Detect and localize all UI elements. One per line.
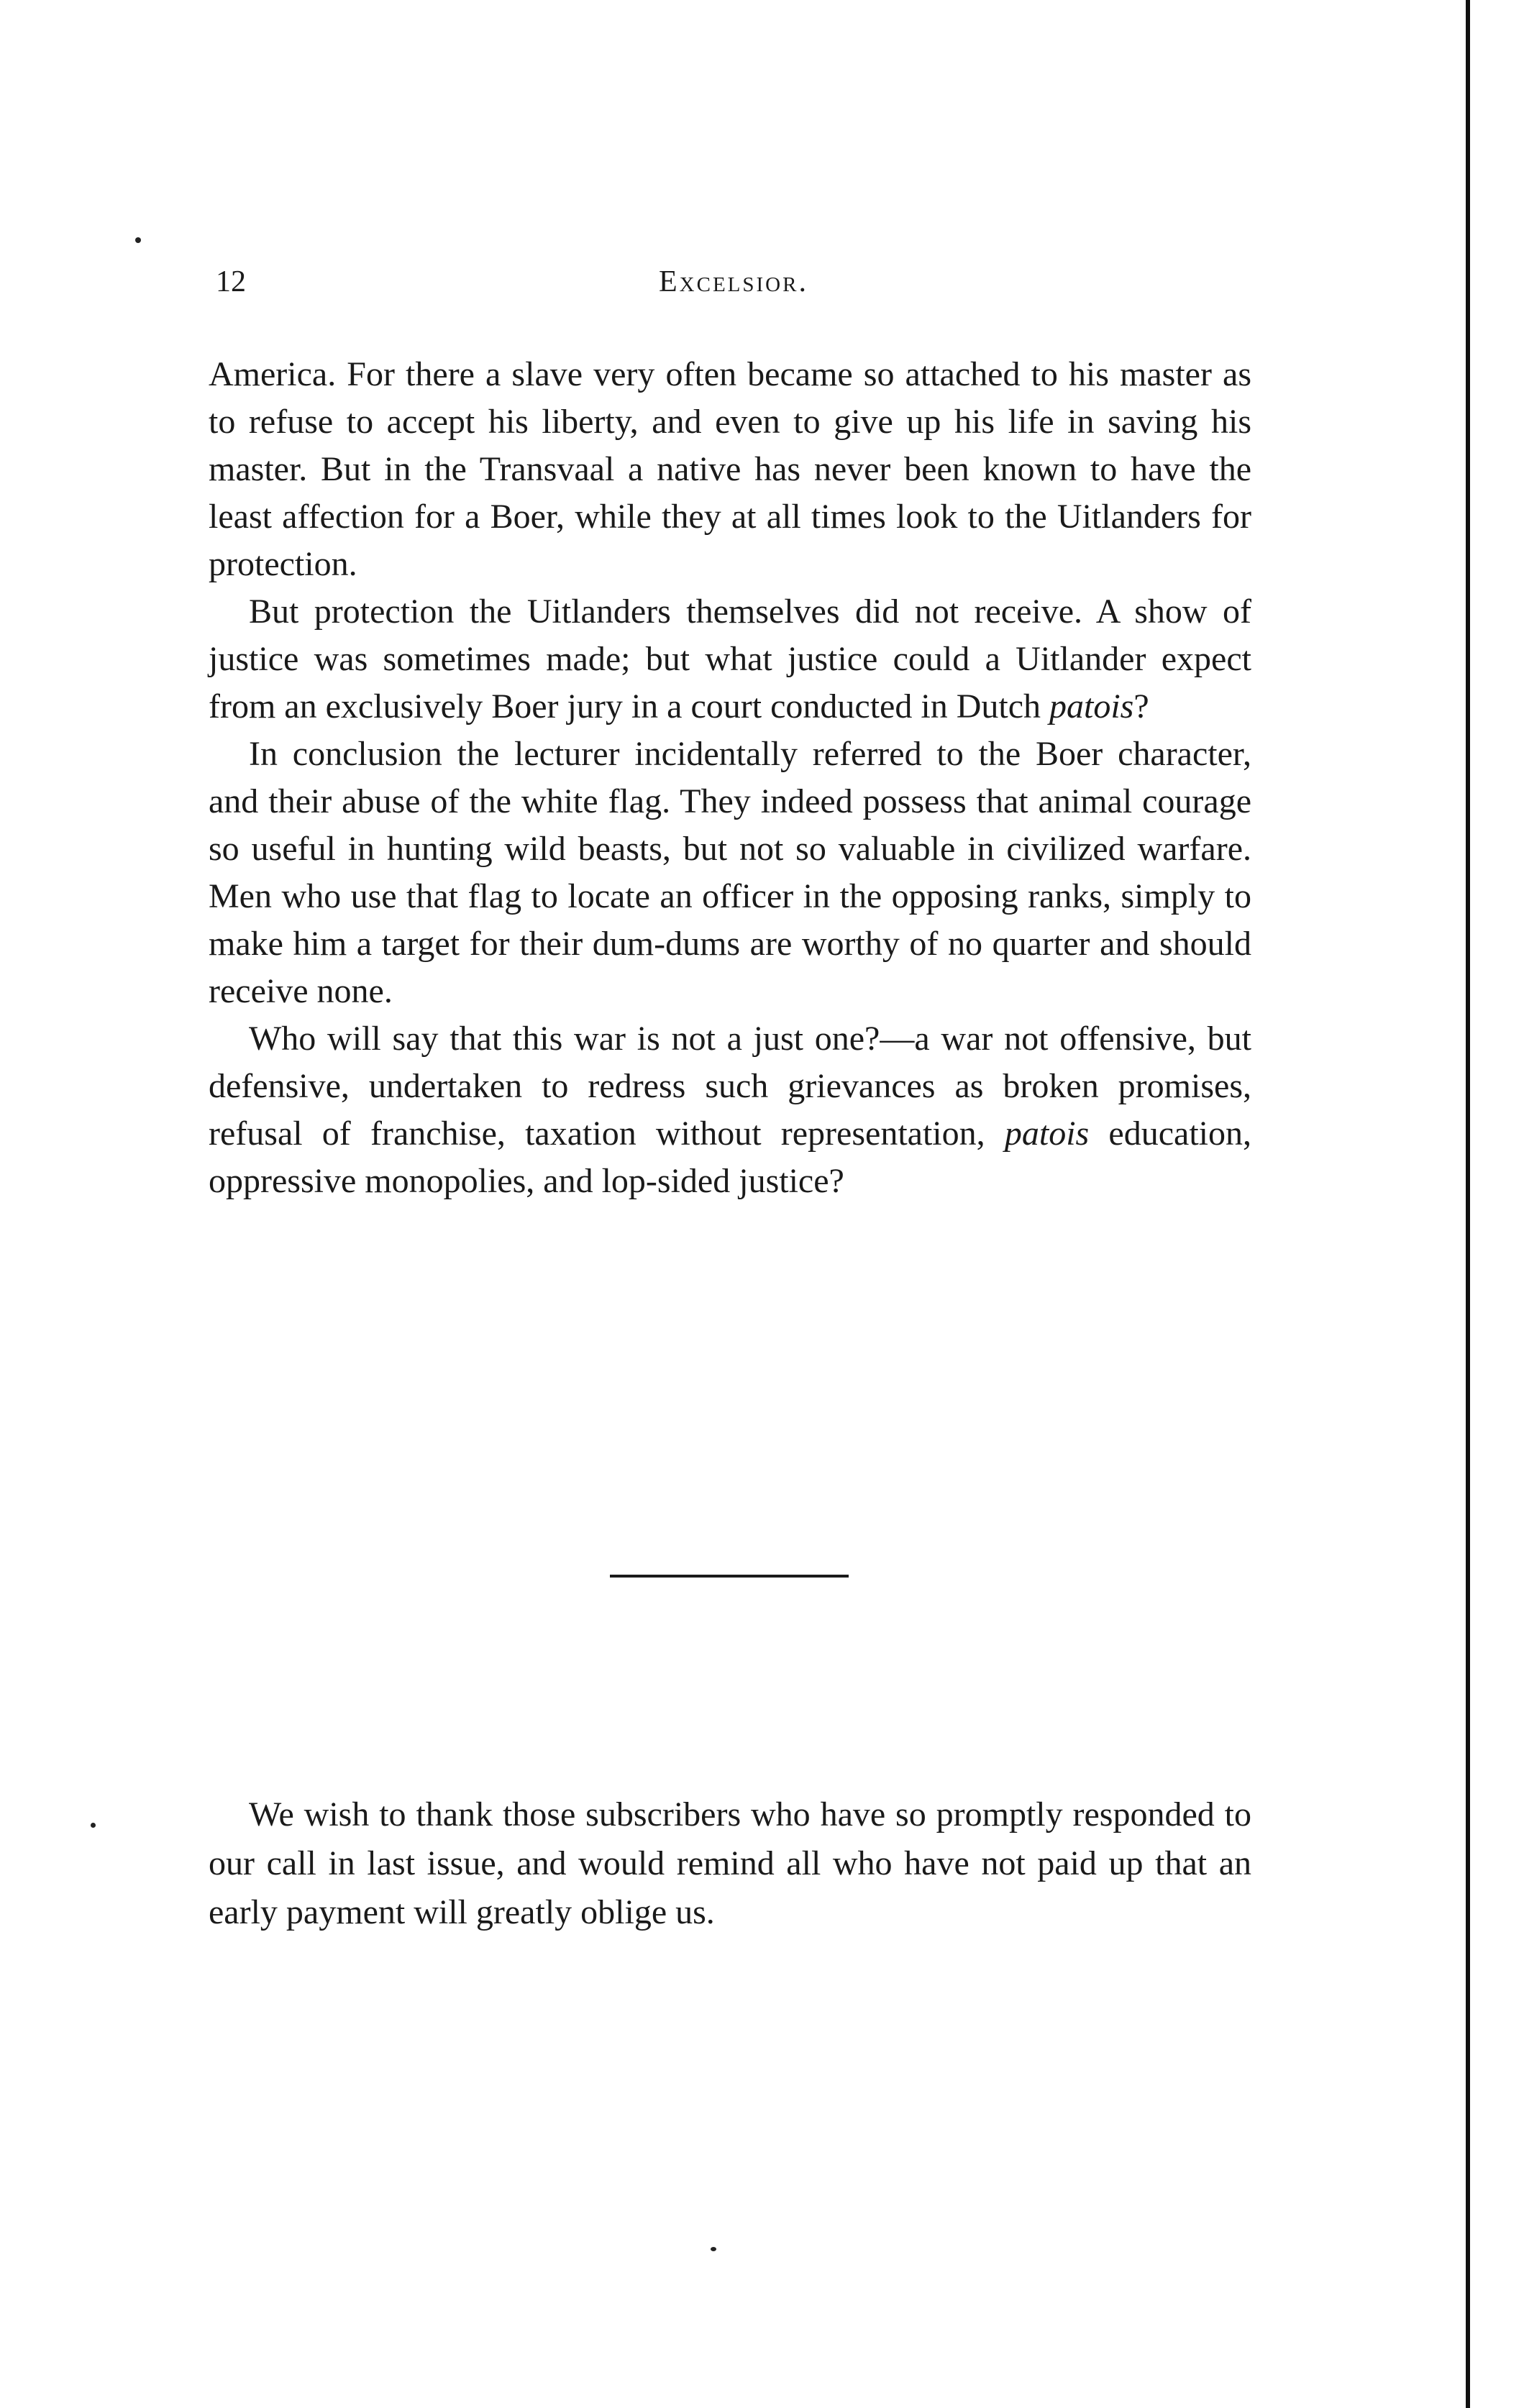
article-body — [209, 351, 1251, 1205]
text-run: America. For there a slave very often became so attached to his master as to refuse to accept his liberty, and even to give up his life in saving his master. But in the Transvaal a native has never been known to have the least affection for a Boer, while they at all times look to the Uitlanders for protection. — [209, 355, 1251, 583]
text-run: But protection the Uitlanders themselves did not receive. A show of justice was sometimes made; but what justice could a Uitlander expect from an exclusively Boer jury in a court conducted in Dutch — [209, 592, 1251, 725]
section-divider-rule — [610, 1575, 849, 1578]
article-paragraph — [209, 351, 1251, 588]
page-edge-shadow — [1466, 0, 1470, 2408]
article-paragraph — [209, 588, 1251, 731]
scan-speck — [91, 1823, 96, 1828]
page-number: 12 — [216, 265, 246, 298]
notice-paragraph: We wish to thank those subscribers who have so promptly responded to our call in last issue, and would remind all who have not paid up that an early payment will greatly oblige us. — [209, 1795, 1251, 1931]
running-head — [216, 260, 1251, 303]
subscriber-notice — [209, 1790, 1251, 1937]
scan-speck — [711, 2247, 716, 2251]
text-run: education, oppressive monopolies, and lop-sided justice? — [209, 1114, 1252, 1200]
text-run: In conclusion the lecturer incidentally referred to the Boer character, and their abuse of the white flag. They indeed possess that animal courage so useful in hunting wild beasts, but not so valuable in civilized warfare. Men who use that flag to locate an officer in the opposing ranks, simply to make him a target for their dum-dums are worthy of no quarter and should receive none. — [209, 735, 1251, 1010]
text-run: ? — [1133, 687, 1149, 725]
article-paragraph — [209, 731, 1251, 1015]
article-paragraph — [209, 1015, 1251, 1205]
journal-title: Excelsior. — [659, 265, 808, 298]
text-run: Who will say that this war is not a just one?—a war not offensive, but defensive, undertaken to redress such grievances as broken promises, refusal of franchise, taxation without representation, — [209, 1020, 1251, 1153]
italic-term: patois — [1049, 687, 1134, 725]
scan-speck — [135, 237, 141, 243]
italic-term: patois — [1004, 1114, 1090, 1153]
